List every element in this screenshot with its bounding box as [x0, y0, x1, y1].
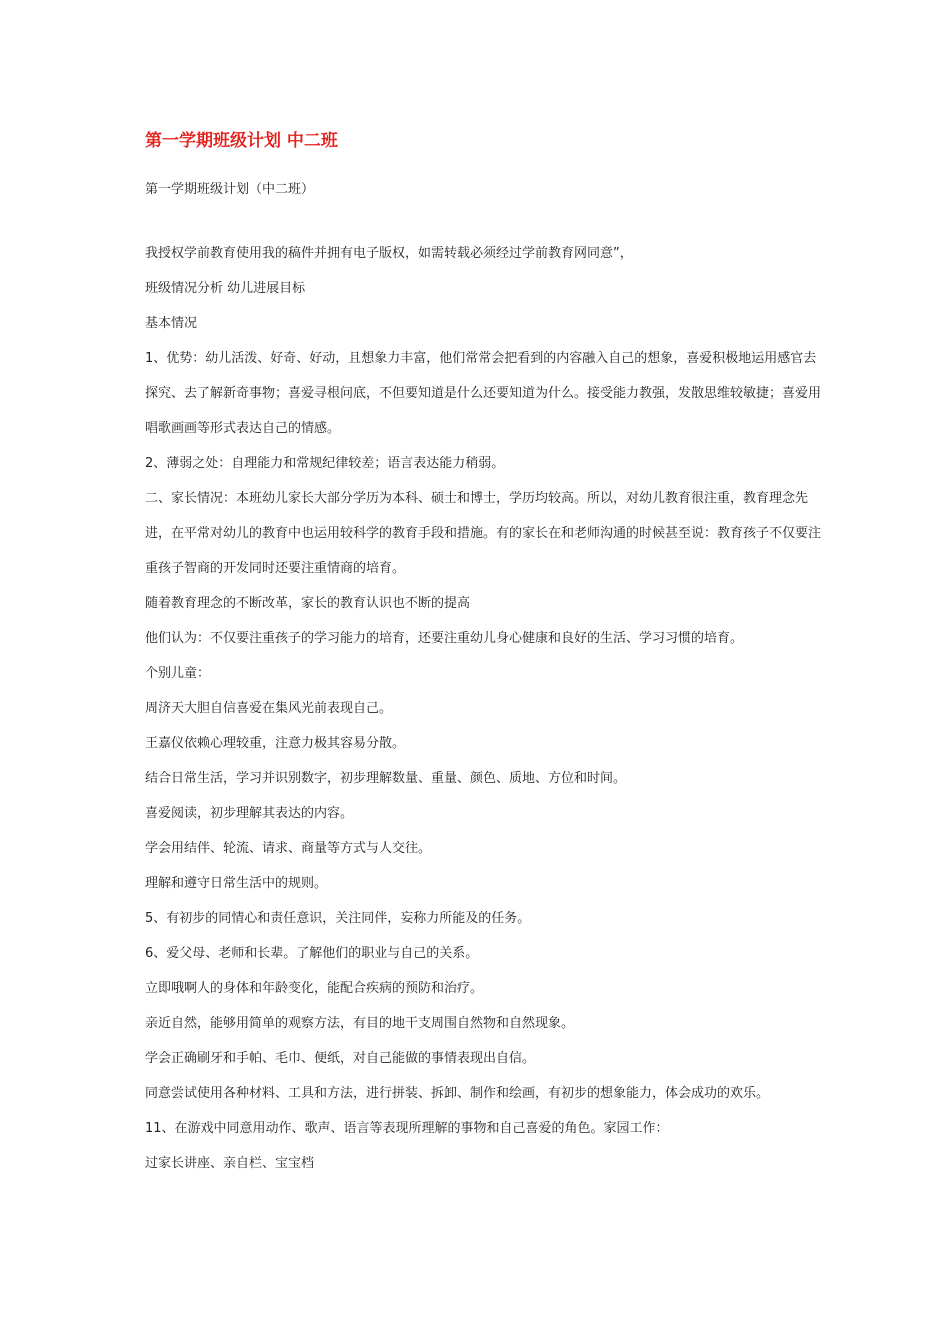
- document-title: 第一学期班级计划 中二班: [145, 131, 338, 151]
- paragraph: 1、优势：幼儿活泼、好奇、好动，且想象力丰富，他们常常会把看到的内容融入自己的想象，喜爱积极地运用感官去探究、去了解新奇事物；喜爱寻根问底，不但要知道是什么还要知道为什么。接受能力教强，发散思维较敏捷；喜爱用唱歌画画等形式表达自己的情感。: [145, 351, 822, 436]
- paragraph: 随着教育理念的不断改革，家长的教育认识也不断的提高: [145, 596, 471, 611]
- paragraph: 王嘉仪依赖心理较重，注意力极其容易分散。: [145, 736, 406, 751]
- paragraph: 过家长讲座、亲自栏、宝宝档: [145, 1156, 315, 1171]
- paragraph: 个别儿童：: [145, 666, 211, 681]
- paragraph: 班级情况分析 幼儿进展目标: [145, 281, 306, 296]
- paragraph: 二、家长情况：本班幼儿家长大部分学历为本科、硕士和博士，学历均较高。所以，对幼儿教育很注重，教育理念先进，在平常对幼儿的教育中也运用较科学的教育手段和措施。有的家长在和老师沟通的时候甚至说：教育孩子不仅要注重孩子智商的开发同时还要注重情商的培育。: [145, 491, 822, 576]
- paragraph: 理解和遵守日常生活中的规则。: [145, 876, 328, 891]
- paragraph: 2、薄弱之处：自理能力和常规纪律较差；语言表达能力稍弱。: [145, 456, 505, 471]
- paragraph: 立即哦啊人的身体和年龄变化，能配合疾病的预防和治疗。: [145, 981, 484, 996]
- paragraph: 6、爱父母、老师和长辈。了解他们的职业与自己的关系。: [145, 946, 479, 961]
- paragraph: 周济天大胆自信喜爱在集风光前表现自己。: [145, 701, 393, 716]
- document-subtitle: 第一学期班级计划（中二班）: [145, 182, 315, 197]
- paragraph: 学会正确刷牙和手帕、毛巾、便纸，对自己能做的事情表现出自信。: [145, 1051, 536, 1066]
- paragraph: 亲近自然，能够用简单的观察方法，有目的地干支周围自然物和自然现象。: [145, 1016, 575, 1031]
- paragraph: 5、有初步的同情心和责任意识，关注同伴，妄称力所能及的任务。: [145, 911, 531, 926]
- document-body: [145, 236, 825, 1181]
- paragraph: 基本情况: [145, 316, 198, 331]
- paragraph: 他们认为：不仅要注重孩子的学习能力的培育，还要注重幼儿身心健康和良好的生活、学习习惯的培育。: [145, 631, 744, 646]
- paragraph: 喜爱阅读，初步理解其表达的内容。: [145, 806, 354, 821]
- paragraph: 结合日常生活，学习并识别数字，初步理解数量、重量、颜色、质地、方位和时间。: [145, 771, 627, 786]
- paragraph: 我授权学前教育使用我的稿件并拥有电子版权，如需转载必须经过学前教育网同意”，: [145, 246, 633, 261]
- paragraph: 同意尝试使用各种材料、工具和方法，进行拼装、拆卸、制作和绘画，有初步的想象能力，体会成功的欢乐。: [145, 1086, 770, 1101]
- paragraph: 学会用结伴、轮流、请求、商量等方式与人交往。: [145, 841, 432, 856]
- paragraph: 11、在游戏中同意用动作、歌声、语言等表现所理解的事物和自己喜爱的角色。家园工作：: [145, 1121, 669, 1136]
